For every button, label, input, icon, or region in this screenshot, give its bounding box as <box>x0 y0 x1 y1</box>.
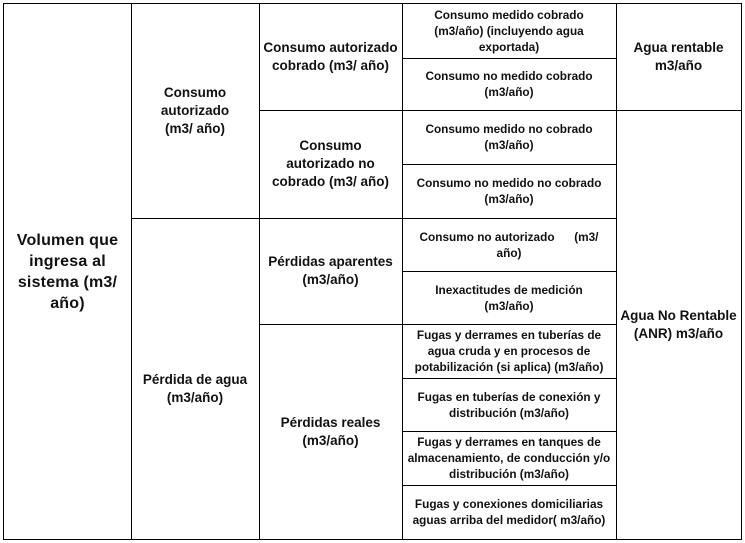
fugas-domiciliarias-cell <box>402 485 616 539</box>
perdida-agua-cell <box>131 218 259 539</box>
frame-top-line <box>3 3 742 4</box>
row-sep-c4-5 <box>402 271 616 272</box>
fugas-domiciliarias-label: Fugas y conexiones domiciliarias aguas arriba del medidor( m3/año) <box>412 497 606 527</box>
row-sep-aparentes <box>259 324 616 325</box>
row-sep-c4-1 <box>402 58 616 59</box>
row-sep-consumo-perdida <box>131 218 416 219</box>
fugas-agua-cruda-label: Fugas y derrames en tuberías de agua cruda y en procesos de potabilización (si aplica) (m3/año) <box>414 328 604 374</box>
agua-no-rentable-cell <box>616 110 741 539</box>
agua-no-rentable-label: Agua No Rentable (ANR) m3/año <box>620 307 737 341</box>
consumo-medido-no-cobrado-cell <box>402 110 616 164</box>
consumo-no-autorizado-label: Consumo no autorizado (m3/ año) <box>419 229 602 260</box>
fugas-conexion-distribucion-cell <box>402 378 616 431</box>
fugas-conexion-distribucion-label: Fugas en tuberías de conexión y distribución (m3/año) <box>417 389 601 420</box>
fugas-agua-cruda-cell <box>402 324 616 378</box>
autorizado-cobrado-cell <box>259 4 402 110</box>
consumo-autorizado-cell <box>131 4 259 218</box>
perdidas-reales-cell <box>259 324 402 539</box>
consumo-no-autorizado-cell <box>402 218 616 271</box>
inexactitudes-medicion-cell <box>402 271 616 324</box>
row-sep-c4-9 <box>402 485 616 486</box>
perdidas-aparentes-cell <box>259 218 402 324</box>
consumo-autorizado-label: Consumo autorizado (m3/ año) <box>160 85 230 136</box>
consumo-no-medido-no-cobrado-label: Consumo no medido no cobrado (m3/año) <box>416 176 602 206</box>
perdida-agua-label: Pérdida de agua (m3/año) <box>142 371 248 405</box>
row-sep-c4-4 <box>402 218 616 219</box>
volumen-ingresa-label: Volumen que ingresa al sistema (m3/ año) <box>16 231 119 312</box>
consumo-no-medido-no-cobrado-cell <box>402 164 616 218</box>
perdidas-aparentes-label: Pérdidas aparentes (m3/año) <box>268 254 393 287</box>
consumo-no-medido-cobrado-label: Consumo no medido cobrado (m3/año) <box>425 69 593 99</box>
frame-bottom-line <box>3 539 742 540</box>
consumo-medido-no-cobrado-label: Consumo medido no cobrado (m3/año) <box>425 122 593 152</box>
frame-left-line <box>3 3 4 540</box>
agua-rentable-cell <box>616 4 741 110</box>
inexactitudes-medicion-label: Inexactitudes de medición (m3/año) <box>435 282 583 313</box>
agua-rentable-label: Agua rentable m3/año <box>633 40 724 73</box>
autorizado-no-cobrado-label: Consumo autorizado no cobrado (m3/ año) <box>271 138 389 189</box>
col-sep-2 <box>259 3 260 540</box>
perdidas-reales-label: Pérdidas reales (m3/año) <box>280 414 381 448</box>
autorizado-cobrado-label: Consumo autorizado cobrado (m3/ año) <box>263 40 398 73</box>
autorizado-no-cobrado-cell <box>259 110 402 218</box>
col-sep-4 <box>616 3 617 540</box>
fugas-tanques-cell <box>402 431 616 485</box>
row-sep-c4-8 <box>402 431 616 432</box>
row-sep-c4-7 <box>402 378 616 379</box>
consumo-medido-cobrado-label: Consumo medido cobrado (m3/año) (incluyendo agua exportada) <box>434 8 584 54</box>
col-sep-1 <box>131 3 132 540</box>
frame-right-line <box>741 3 742 540</box>
row-sep-cobrado <box>259 110 742 111</box>
volumen-ingresa-cell <box>4 4 131 539</box>
row-sep-c4-3 <box>402 164 616 165</box>
fugas-tanques-label: Fugas y derrames en tanques de almacenamiento, de conducción y/o distribución (m3/año) <box>407 435 611 481</box>
consumo-medido-cobrado-cell <box>402 4 616 58</box>
consumo-no-medido-cobrado-cell <box>402 58 616 110</box>
